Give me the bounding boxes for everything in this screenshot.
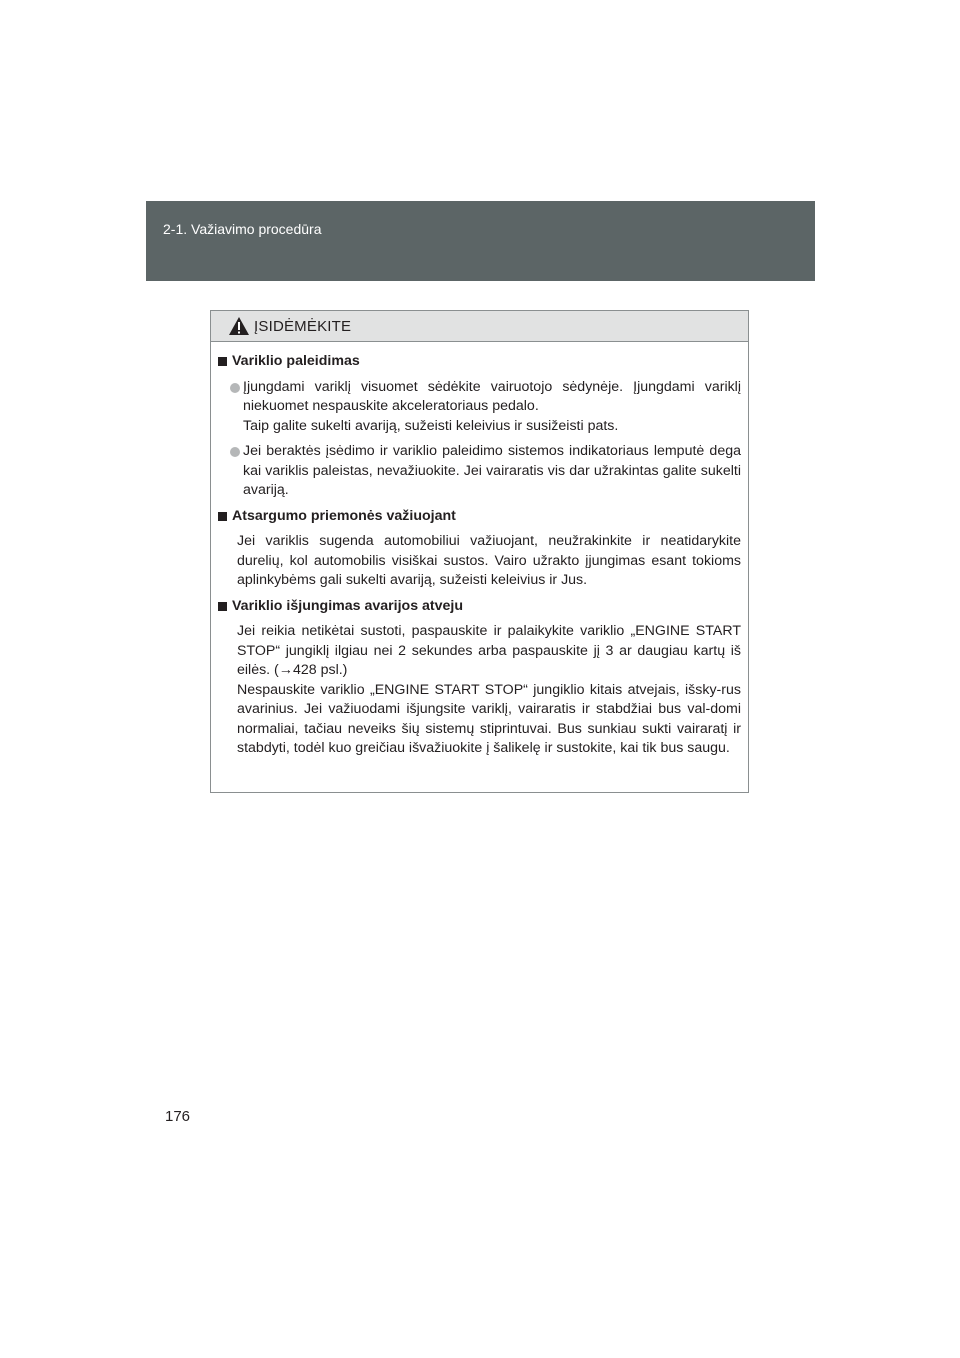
bullet-line: Taip galite sukelti avariją, sužeisti keleivius ir susižeisti pats. (243, 417, 619, 434)
square-bullet-icon (218, 512, 227, 521)
caution-header (211, 311, 748, 342)
paragraph (237, 622, 741, 759)
warning-triangle-icon (228, 316, 250, 336)
paragraph: Jei variklis sugenda automobiliui važiuojant, neužrakinkite ir neatidarykite durelių, kol automobilis visiškai sustos. Vairo užrakto įjungimas esant tokioms aplinkybėms gali sukelti avariją, sužeisti keleivius ir Jus. (237, 533, 741, 588)
round-bullet-icon (230, 383, 240, 393)
section-heading-text: Atsargumo priemonės važiuojant (232, 507, 456, 524)
bullet-text (243, 378, 741, 437)
square-bullet-icon (218, 602, 227, 611)
bullet-item (230, 442, 741, 501)
bullet-line: Jei beraktės įsėdimo ir variklio paleidimo sistemos indikatoriaus lemputė dega kai variklis paleistas, nevažiuokite. Jei vairaratis vis dar užrakintas galite sukelti avariją. (243, 443, 741, 498)
page-number: 176 (165, 1108, 191, 1125)
bullet-line: Įjungdami variklį visuomet sėdėkite vairuotojo sėdynėje. Įjungdami variklį niekuomet nespauskite akceleratoriaus pedalo. (243, 378, 741, 414)
paragraph-line: Nespauskite variklio „ENGINE START STOP“ jungiklio kitais atvejais, išsky-rus avarinius. Jei važiuodami išjungsite variklį, vairaratis ir stabdžiai bus val-domi normaliai, tačiau neveiks šių sistemų stiprintuvai. Bus sunkiau sukti vairaratį ir stabdyti, todėl kuo greičiau išvažiuokite į šalikelę ir sustokite, kai tik bus saugu. (237, 681, 741, 756)
section-title: 2-1. Važiavimo procedūra (163, 221, 322, 237)
round-bullet-icon (230, 447, 240, 457)
caution-title: ĮSIDĖMĖKITE (254, 317, 352, 335)
section-heading (218, 352, 741, 372)
bullet-item (230, 378, 741, 437)
section-heading (218, 597, 741, 617)
square-bullet-icon (218, 357, 227, 366)
caution-body (211, 342, 748, 759)
section-heading-text: Variklio išjungimas avarijos atveju (232, 597, 464, 614)
section-heading (218, 507, 741, 527)
bullet-text (243, 442, 741, 501)
caution-box (210, 310, 749, 793)
section-heading-text: Variklio paleidimas (232, 353, 360, 369)
section-header-band (146, 201, 815, 281)
paragraph-line: Jei reikia netikėtai sustoti, paspauskite ir palaikykite variklio „ENGINE START STOP“ jungiklį ilgiau nei 2 sekundes arba paspauskite jį 3 ar daugiau kartų iš eilės. (→428 psl.) (237, 623, 741, 678)
